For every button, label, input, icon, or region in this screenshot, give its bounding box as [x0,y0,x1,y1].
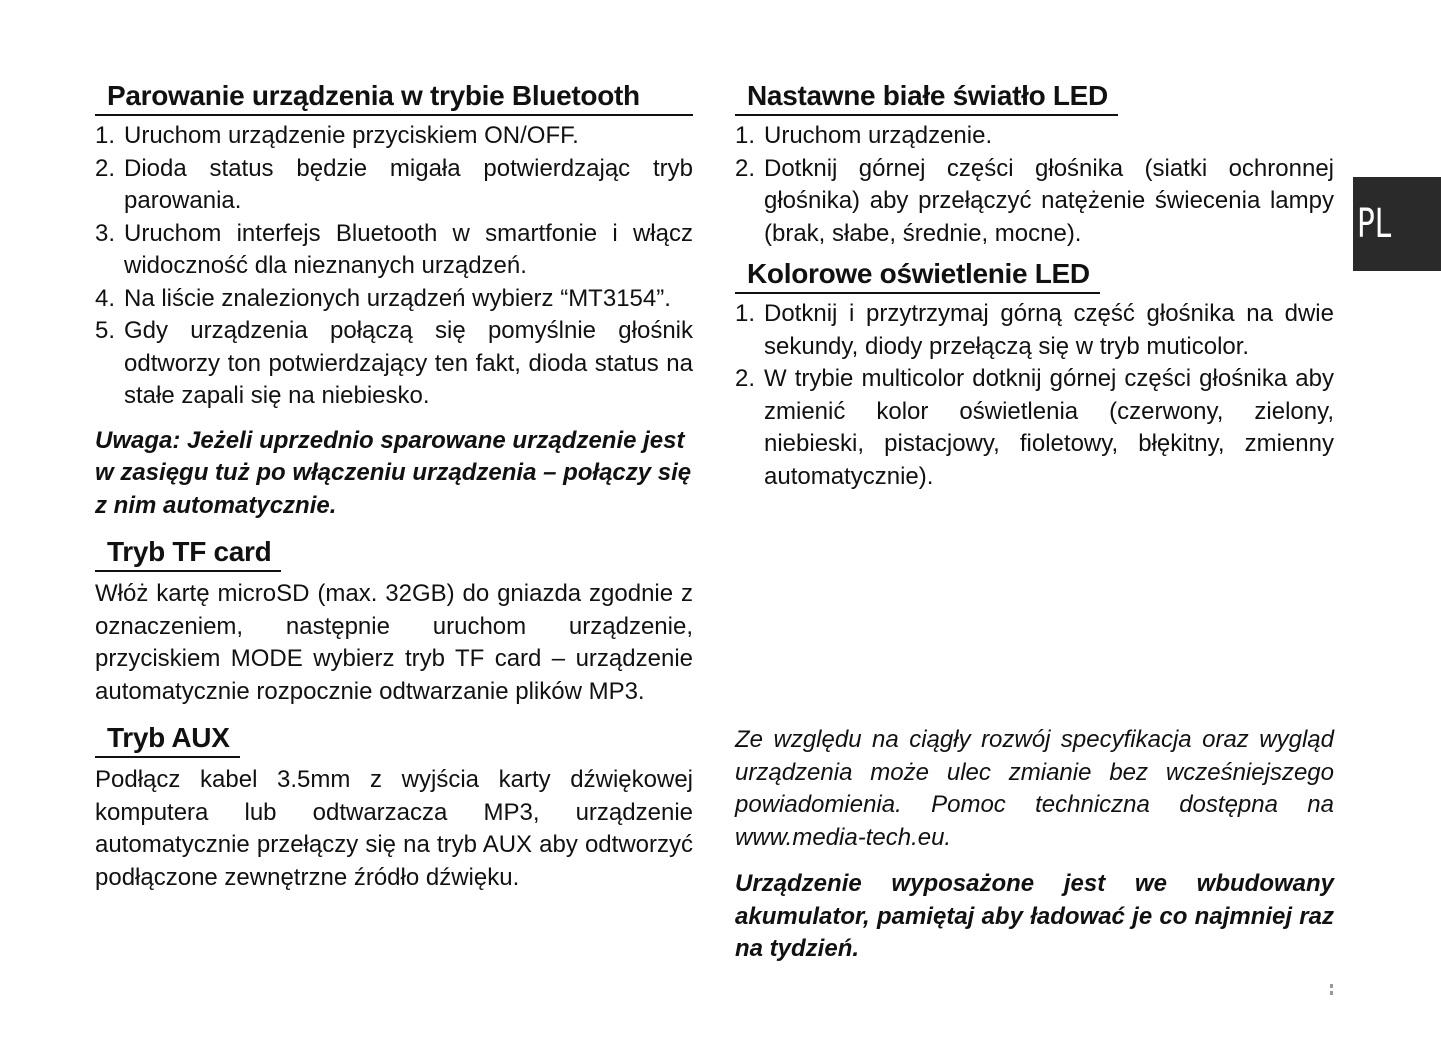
bluetooth-steps-list [95,120,693,413]
color-led-steps-list [735,298,1334,493]
footer-notes [735,724,1334,966]
list-item: 1. Uruchom urządzenie. [735,122,993,149]
tf-card-heading: Tryb TF card [95,534,281,572]
aux-heading: Tryb AUX [95,720,240,758]
aux-text: Podłącz kabel 3.5mm z wyjścia karty dźwiękowej komputera lub odtwarzacza MP3, urządzenie automatycznie przełączy się na tryb AUX aby odtworzyć podłączone zewnętrzne źródło dźwięku. [95,766,693,891]
right-column [735,78,1334,493]
list-item: 1. Dotknij i przytrzymaj górną część głośnika na dwie sekundy, diody przełączą się w tryb muticolor. [735,300,1334,360]
list-item: 2. Dioda status będzie migała potwierdzając tryb parowania. [95,154,693,214]
white-led-heading: Nastawne białe światło LED [735,78,1118,116]
left-column [95,78,693,894]
pairing-note: Uwaga: Jeżeli uprzednio sparowane urządzenie jest w zasięgu tuż po włączeniu urządzenia – połączy się z nim automatycznie. [95,426,692,519]
list-item: 5. Gdy urządzenia połączą się pomyślnie głośnik odtworzy ton potwierdzający ten fakt, dioda status na stałe zapali się na niebiesko. [95,317,693,409]
white-led-steps-list [735,120,1334,250]
page-marker [1330,984,1333,998]
list-item: 2. Dotknij górnej części głośnika (siatki ochronnej głośnika) aby przełączyć natężenie świecenia lampy (brak, słabe, średnie, mocne). [735,154,1334,247]
list-item: 1. Uruchom urządzenie przyciskiem ON/OFF. [95,122,579,149]
bluetooth-pairing-heading: Parowanie urządzenia w trybie Bluetooth [95,78,693,116]
language-tab: PL [1353,177,1441,271]
list-item: 4. Na liście znalezionych urządzeń wybierz “MT3154”. [95,284,671,312]
tf-card-text: Włóż kartę microSD (max. 32GB) do gniazda zgodnie z oznaczeniem, następnie uruchom urządzenie, przyciskiem MODE wybierz tryb TF card – urządzenie automatycznie rozpocznie odtwarzanie plików MP3. [95,580,693,705]
color-led-heading: Kolorowe oświetlenie LED [735,256,1100,294]
disclaimer-text: Ze względu na ciągły rozwój specyfikacja oraz wygląd urządzenia może ulec zmianie bez wcześniejszego powiadomienia. Pomoc techniczna dostępna na www.media-tech.eu. [735,726,1334,851]
battery-note: Urządzenie wyposażone jest we wbudowany akumulator, pamiętaj aby ładować je co najmniej raz na tydzień. [735,870,1334,962]
list-item: 3. Uruchom interfejs Bluetooth w smartfonie i włącz widoczność dla nieznanych urządzeń. [95,219,693,279]
list-item: 2. W trybie multicolor dotknij górnej części głośnika aby zmienić kolor oświetlenia (czerwony, zielony, niebieski, pistacjowy, fioletowy, błękitny, zmienny automatycznie). [735,365,1334,490]
